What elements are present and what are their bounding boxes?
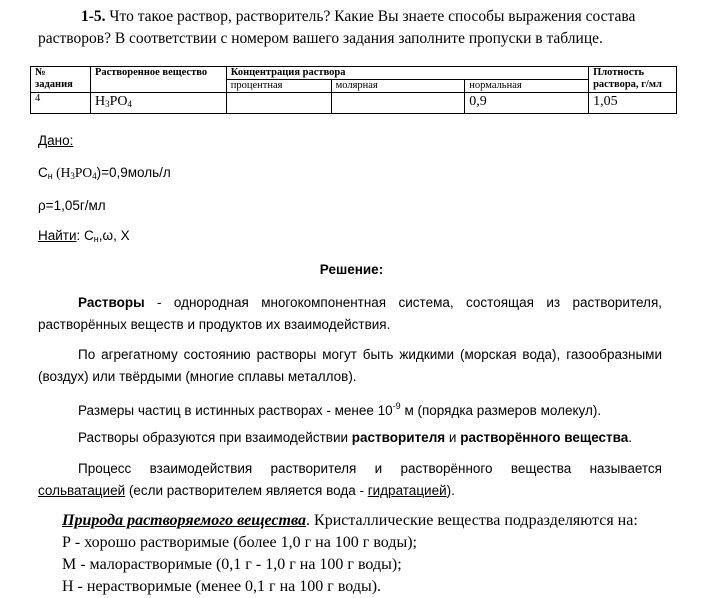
table-row [31,93,677,114]
given-line-concentration [38,163,171,186]
cell-normal: 0,9 [465,93,589,114]
size-text-b: м (порядка размеров молекул). [400,403,602,418]
formation-and: и [445,430,461,445]
table-header-row [31,67,677,80]
task-header [38,6,678,50]
cell-molar [331,93,465,114]
solute-po: PO [109,94,128,109]
solvation-end: ). [446,482,455,498]
paragraph-solvation [38,458,662,501]
variant-table [30,66,677,114]
nature-line-slightly: М - малорастворимые (0,1 г - 1,0 г на 100 г воды); [62,556,402,573]
term-solvent: растворителя [351,430,446,445]
formula-sub4: 4 [92,171,97,181]
subheader-normal: нормальная [465,80,589,93]
term-solutions: Растворы [78,295,145,310]
term-solvation: сольватацией [38,482,126,498]
c-symbol: C [38,165,48,180]
nature-intro: . Кристаллические вещества подразделяются на: [306,512,638,529]
given-line-density: ρ=1,05г/мл [38,198,106,213]
given-block [38,131,171,249]
header-density: Плотность раствора, г/мл [589,67,677,93]
cell-density: 1,05 [589,93,677,114]
solute-sub-4: 4 [127,99,132,109]
find-c: : C [76,228,94,243]
subheader-percent: процентная [226,80,331,93]
formula-sub3: 3 [70,171,75,181]
paragraph-states: По агрегатному состоянию растворы могут быть жидкими (морская вода), газообразными (воздух) или твёрдыми (многие сплавы металлов). [38,347,662,384]
solvation-text: Процесс взаимодействия растворителя и растворённого вещества называется [78,461,662,476]
nature-title: Природа растворяемого вещества [62,512,307,529]
concentration-value: )=0,9моль/л [96,165,171,180]
formula-po: PO [74,165,93,180]
given-title: Дано: [38,133,74,148]
nature-heading [62,510,638,532]
cell-solute [90,93,226,114]
paragraph-particle-size [38,396,662,422]
solvation-text-b: (если растворителем является вода - [125,482,368,498]
subheader-molar: молярная [331,80,465,93]
header-concentration: Концентрация раствора [226,67,588,80]
nature-line-insoluble: Н - нерастворимые (менее 0,1 г на 100 г воды). [62,578,382,595]
term-solute: растворённого вещества [460,430,629,445]
given-line-find [38,226,171,249]
nature-block [62,510,638,598]
cell-number: 4 [31,93,91,114]
nature-line-soluble: Р - хорошо растворимые (более 1,0 г на 100 г воды); [62,534,417,551]
paragraph-definition [38,292,662,335]
cell-percent [226,93,331,114]
definition-text: - однородная многокомпонентная система, состоящая из растворителя, растворённых веществ и продуктов их взаимодействия. [38,295,662,332]
find-rest: ,ω, X [98,228,130,243]
header-solute: Растворенное вещество [90,67,226,93]
header-number: № задания [31,67,91,93]
size-exponent: -9 [392,401,401,411]
solute-h: H [94,94,106,109]
size-text-a: Размеры частиц в истинных растворах - менее 10 [78,403,393,418]
find-sub: н [93,234,99,244]
task-text: Что такое раствор, растворитель? Какие Вы знаете способы выражения состава растворов? В соответствии с номером вашего задания заполните пропуски в таблице. [38,8,636,47]
solution-title: Решение: [319,262,384,277]
formation-text: Растворы образуются при взаимодействии [78,430,352,445]
paragraph-formation [38,427,662,449]
task-number: 1-5. [81,8,106,25]
formation-end: . [628,430,633,445]
formula-open: (H [52,165,71,180]
c-sub: н [47,171,53,181]
term-hydration: гидратацией [367,482,447,498]
find-label: Найти [38,228,77,243]
solute-sub-3: 3 [105,99,110,109]
